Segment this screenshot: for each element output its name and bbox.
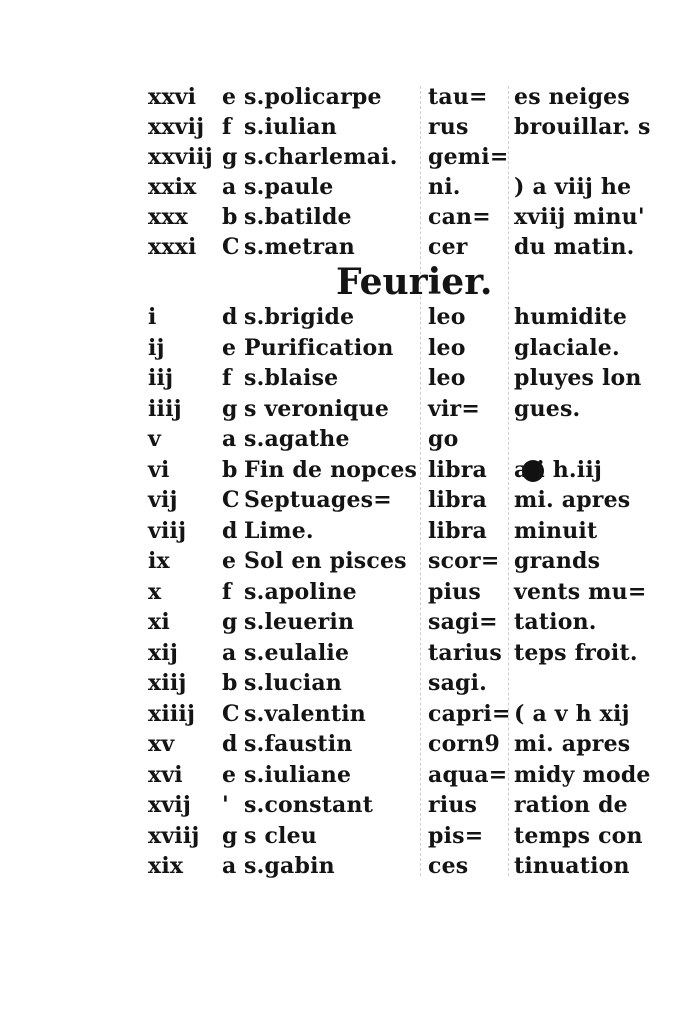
weather-note: teps froit. — [514, 639, 638, 666]
calendar-row — [0, 760, 684, 790]
feast-name: Fin de nopces — [244, 456, 418, 483]
weather-note: minuit — [514, 517, 598, 544]
dominical-letter: a — [222, 853, 237, 879]
feast-name: s.metran — [244, 234, 355, 260]
day-numeral: xiiij — [148, 700, 196, 727]
dominical-letter: f — [222, 578, 232, 605]
dominical-letter: d — [222, 517, 238, 544]
dominical-letter: g — [222, 395, 238, 422]
feast-name: s.apoline — [244, 578, 357, 605]
zodiac-sign: ces — [428, 853, 469, 879]
dominical-letter: e — [222, 761, 237, 788]
zodiac-sign: pis= — [428, 822, 484, 849]
calendar-row — [0, 82, 684, 112]
weather-note: tation. — [514, 609, 597, 635]
zodiac-sign: leo — [428, 365, 466, 391]
feast-name: s.iulian — [244, 114, 337, 140]
weather-note: es neiges — [514, 84, 630, 110]
day-numeral: xvij — [148, 792, 192, 818]
feast-name: s.batilde — [244, 204, 352, 230]
day-numeral: viij — [148, 517, 187, 544]
feast-name: s.agathe — [244, 426, 350, 452]
feast-name: Purification — [244, 334, 394, 361]
feast-name: s.constant — [244, 792, 374, 818]
dominical-letter: g — [222, 144, 238, 170]
dominical-letter: a — [222, 426, 237, 452]
calendar-row — [0, 485, 684, 515]
zodiac-sign: tau= — [428, 84, 488, 110]
day-numeral: i — [148, 304, 157, 330]
feast-name: s.lucian — [244, 670, 343, 696]
calendar-row — [0, 516, 684, 546]
dominical-letter: C — [222, 700, 240, 727]
dominical-letter: a — [222, 639, 237, 666]
day-numeral: v — [148, 426, 161, 452]
calendar-row — [0, 232, 684, 262]
zodiac-sign: ni. — [428, 174, 461, 200]
day-numeral: xxvij — [148, 114, 205, 140]
calendar-row — [0, 577, 684, 607]
dominical-letter: e — [222, 84, 237, 110]
day-numeral: xxviij — [148, 144, 213, 170]
weather-note: mi. apres — [514, 731, 631, 757]
dominical-letter: d — [222, 731, 238, 757]
calendar-row — [0, 302, 684, 332]
dominical-letter: C — [222, 487, 240, 513]
calendar-row — [0, 142, 684, 172]
weather-note: grands — [514, 548, 601, 574]
feast-name: s.eulalie — [244, 639, 350, 666]
feast-name: Sol en pisces — [244, 548, 407, 574]
calendar-row — [0, 363, 684, 393]
weather-note: mi. apres — [514, 487, 631, 513]
calendar-row — [0, 607, 684, 637]
weather-note: a i h.iij — [514, 456, 603, 483]
calendar-row — [0, 333, 684, 363]
zodiac-sign: go — [428, 426, 459, 452]
dominical-letter: a — [222, 174, 237, 200]
zodiac-sign: tarius — [428, 639, 502, 666]
zodiac-sign: rius — [428, 792, 478, 818]
zodiac-sign: pius — [428, 578, 481, 605]
dominical-letter: f — [222, 114, 232, 140]
zodiac-sign: leo — [428, 304, 466, 330]
zodiac-sign: rus — [428, 114, 469, 140]
feast-name: s.gabin — [244, 853, 335, 879]
feast-name: s.valentin — [244, 700, 366, 727]
dominical-letter: b — [222, 670, 238, 696]
dominical-letter: C — [222, 234, 240, 260]
day-numeral: xiij — [148, 670, 187, 696]
day-numeral: vi — [148, 456, 170, 483]
dominical-letter: b — [222, 456, 238, 483]
weather-note: ( a v h xij — [514, 700, 630, 727]
zodiac-sign: libra — [428, 456, 487, 483]
calendar-row — [0, 790, 684, 820]
dominical-letter: g — [222, 609, 238, 635]
feast-name: s veronique — [244, 395, 390, 422]
calendar-row — [0, 638, 684, 668]
calendar-row — [0, 699, 684, 729]
zodiac-sign: vir= — [428, 395, 480, 422]
weather-note: temps con — [514, 822, 643, 849]
weather-note: pluyes lon — [514, 365, 642, 391]
weather-note: xviij minu' — [514, 204, 645, 230]
day-numeral: xxvi — [148, 84, 197, 110]
day-numeral: xxx — [148, 204, 188, 230]
feast-name: s.charlemai. — [244, 144, 398, 170]
feast-name: Septuages= — [244, 487, 392, 513]
day-numeral: iiij — [148, 395, 182, 422]
zodiac-sign: gemi= — [428, 144, 509, 170]
zodiac-sign: aqua= — [428, 761, 508, 788]
dominical-letter: b — [222, 204, 238, 230]
day-numeral: xix — [148, 853, 184, 879]
weather-note: du matin. — [514, 234, 635, 260]
zodiac-sign: cer — [428, 234, 468, 260]
zodiac-sign: can= — [428, 204, 491, 230]
feast-name: s.brigide — [244, 304, 355, 330]
dominical-letter: ' — [222, 792, 229, 818]
zodiac-sign: leo — [428, 334, 466, 361]
feast-name: s.leuerin — [244, 609, 355, 635]
day-numeral: xv — [148, 731, 175, 757]
day-numeral: xxxi — [148, 234, 197, 260]
weather-note: ) a viij he — [514, 174, 632, 200]
zodiac-sign: libra — [428, 487, 487, 513]
feast-name: s.paule — [244, 174, 334, 200]
day-numeral: vij — [148, 487, 178, 513]
day-numeral: xvi — [148, 761, 183, 788]
day-numeral: ix — [148, 548, 170, 574]
feast-name: Lime. — [244, 517, 314, 544]
dominical-letter: f — [222, 365, 232, 391]
day-numeral: iij — [148, 365, 174, 391]
calendar-row — [0, 112, 684, 142]
weather-note: brouillar. s — [514, 114, 651, 140]
feast-name: s cleu — [244, 822, 317, 849]
calendar-row — [0, 455, 684, 485]
weather-note: tinuation — [514, 853, 630, 879]
calendar-row — [0, 668, 684, 698]
day-numeral: x — [148, 578, 162, 605]
dominical-letter: e — [222, 548, 237, 574]
calendar-row — [0, 546, 684, 576]
zodiac-sign: scor= — [428, 548, 500, 574]
zodiac-sign: libra — [428, 517, 487, 544]
zodiac-sign: sagi. — [428, 670, 488, 696]
month-heading: Feurier. — [336, 261, 493, 303]
weather-note: vents mu= — [514, 578, 647, 605]
feast-name: s.faustin — [244, 731, 353, 757]
weather-note: gues. — [514, 395, 581, 422]
zodiac-sign: corn9 — [428, 731, 500, 757]
day-numeral: xij — [148, 639, 179, 666]
dominical-letter: g — [222, 822, 238, 849]
feast-name: s.iuliane — [244, 761, 352, 788]
feast-name: s.policarpe — [244, 84, 382, 110]
zodiac-sign: sagi= — [428, 609, 498, 635]
calendar-row — [0, 729, 684, 759]
calendar-row — [0, 394, 684, 424]
day-numeral: xxix — [148, 174, 197, 200]
calendar-row — [0, 424, 684, 454]
day-numeral: xviij — [148, 822, 200, 849]
feast-name: s.blaise — [244, 365, 339, 391]
calendar-row — [0, 851, 684, 881]
day-numeral: ij — [148, 334, 165, 361]
calendar-row — [0, 202, 684, 232]
dominical-letter: e — [222, 334, 237, 361]
weather-note: midy mode — [514, 761, 651, 788]
zodiac-sign: capri= — [428, 700, 511, 727]
dominical-letter: d — [222, 304, 238, 330]
calendar-row — [0, 172, 684, 202]
weather-note: glaciale. — [514, 334, 620, 361]
weather-note: humidite — [514, 304, 628, 330]
weather-note: ration de — [514, 792, 628, 818]
calendar-row — [0, 821, 684, 851]
day-numeral: xi — [148, 609, 170, 635]
